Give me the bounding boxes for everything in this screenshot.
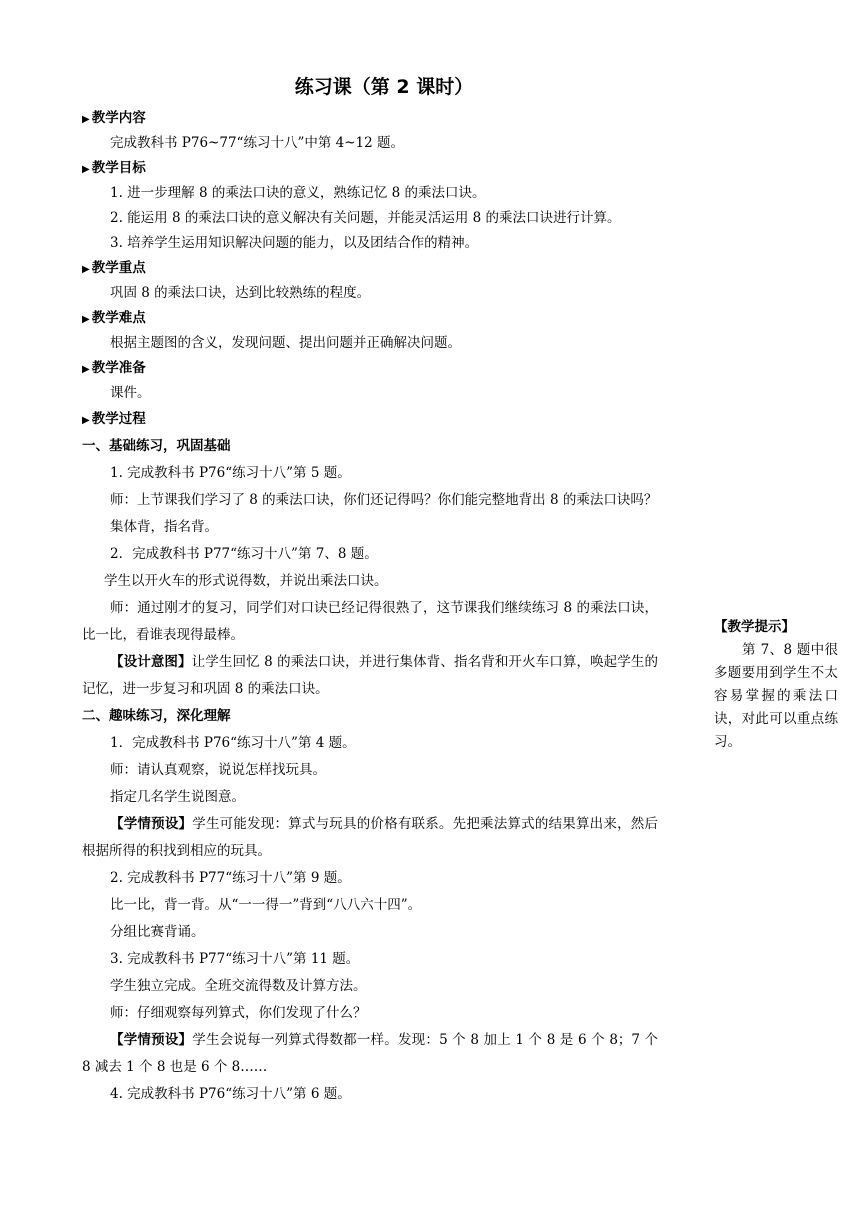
paragraph: 【设计意图】让学生回忆 8 的乘法口诀，并进行集体背、指名背和开火车口算，唤起学生的记忆，进一步复习和巩固 8 的乘法口诀。: [82, 654, 659, 697]
section-heading-key: ▶ 教学重点: [82, 260, 146, 276]
triangle-bullet-icon: ▶: [82, 114, 90, 125]
section-heading-content: ▶ 教学内容: [82, 110, 146, 126]
paragraph: 2. 完成教科书 P77“练习十八”第 9 题。: [110, 870, 351, 886]
paragraph: 学生以开火车的形式说得数，并说出乘法口诀。: [104, 573, 388, 589]
document-title: 练习课（第 2 课时）: [294, 76, 474, 98]
paragraph: 分组比赛背诵。: [110, 924, 205, 940]
paragraph: 1. 完成教科书 P76“练习十八”第 5 题。: [110, 465, 351, 481]
paragraph: 指定几名学生说图意。: [110, 789, 245, 805]
paragraph: 师：通过刚才的复习，同学们对口诀已经记得很熟了，这节课我们继续练习 8 的乘法口诀，比一比，看谁表现得最棒。: [82, 600, 658, 643]
sidebar-title: 【教学提示】: [714, 619, 795, 635]
goal-item: 3. 培养学生运用知识解决问题的能力，以及团结合作的精神。: [110, 235, 479, 251]
triangle-bullet-icon: ▶: [82, 264, 90, 275]
paragraph: 1．完成教科书 P76“练习十八”第 4 题。: [110, 735, 356, 751]
section-heading-process: ▶ 教学过程: [82, 411, 146, 427]
paragraph: 2．完成教科书 P77“练习十八”第 7、8 题。: [110, 546, 378, 562]
difficulty-text: 根据主题图的含义，发现问题、提出问题并正确解决问题。: [110, 335, 461, 351]
goal-item: 1. 进一步理解 8 的乘法口诀的意义，熟练记忆 8 的乘法口诀。: [110, 185, 486, 201]
triangle-bullet-icon: ▶: [82, 364, 90, 375]
key-text: 巩固 8 的乘法口诀，达到比较熟练的程度。: [110, 285, 371, 301]
paragraph: 4. 完成教科书 P76“练习十八”第 6 题。: [110, 1086, 351, 1102]
goal-item: 2. 能运用 8 的乘法口诀的意义解决有关问题，并能灵活运用 8 的乘法口诀进行计算。: [110, 210, 621, 226]
paragraph: 集体背，指名背。: [110, 519, 218, 535]
teaching-tip-sidebar: [714, 616, 838, 754]
paragraph: 【学情预设】学生会说每一列算式得数都一样。发现：5 个 8 加上 1 个 8 是 6 个 8；7 个 8 减去 1 个 8 也是 6 个 8……: [82, 1032, 659, 1075]
paragraph: 师：仔细观察每列算式，你们发现了什么？: [110, 1005, 367, 1021]
section-heading-difficulty: ▶ 教学难点: [82, 310, 146, 326]
paragraph: 【学情预设】学生可能发现：算式与玩具的价格有联系。先把乘法算式的结果算出来，然后根据所得的积找到相应的玩具。: [82, 816, 659, 859]
section-heading-prep: ▶ 教学准备: [82, 360, 146, 376]
triangle-bullet-icon: ▶: [82, 314, 90, 325]
triangle-bullet-icon: ▶: [82, 415, 90, 426]
paragraph: 比一比，背一背。从“一一得一”背到“八八六十四”。: [110, 897, 422, 913]
triangle-bullet-icon: ▶: [82, 164, 90, 175]
part-heading: 一、基础练习，巩固基础: [82, 438, 231, 454]
paragraph: 师：请认真观察，说说怎样找玩具。: [110, 762, 326, 778]
paragraph: 3. 完成教科书 P77“练习十八”第 11 题。: [110, 951, 360, 967]
prep-text: 课件。: [110, 385, 151, 401]
part-heading: 二、趣味练习，深化理解: [82, 708, 231, 724]
paragraph: 学生独立完成。全班交流得数及计算方法。: [110, 978, 367, 994]
learning-prediction-tag: 【学情预设】: [110, 816, 193, 832]
learning-prediction-tag: 【学情预设】: [110, 1032, 193, 1048]
lesson-body: [82, 106, 658, 1108]
content-text: 完成教科书 P76~77“练习十八”中第 4~12 题。: [110, 135, 405, 151]
section-heading-goals: ▶ 教学目标: [82, 160, 146, 176]
sidebar-body: 第 7、8 题中很多题要用到学生不太容易掌握的乘法口诀，对此可以重点练习。: [714, 642, 838, 750]
paragraph: 师：上节课我们学习了 8 的乘法口诀，你们还记得吗？你们能完整地背出 8 的乘法口诀吗？: [110, 492, 658, 508]
design-intent-tag: 【设计意图】: [110, 654, 192, 670]
